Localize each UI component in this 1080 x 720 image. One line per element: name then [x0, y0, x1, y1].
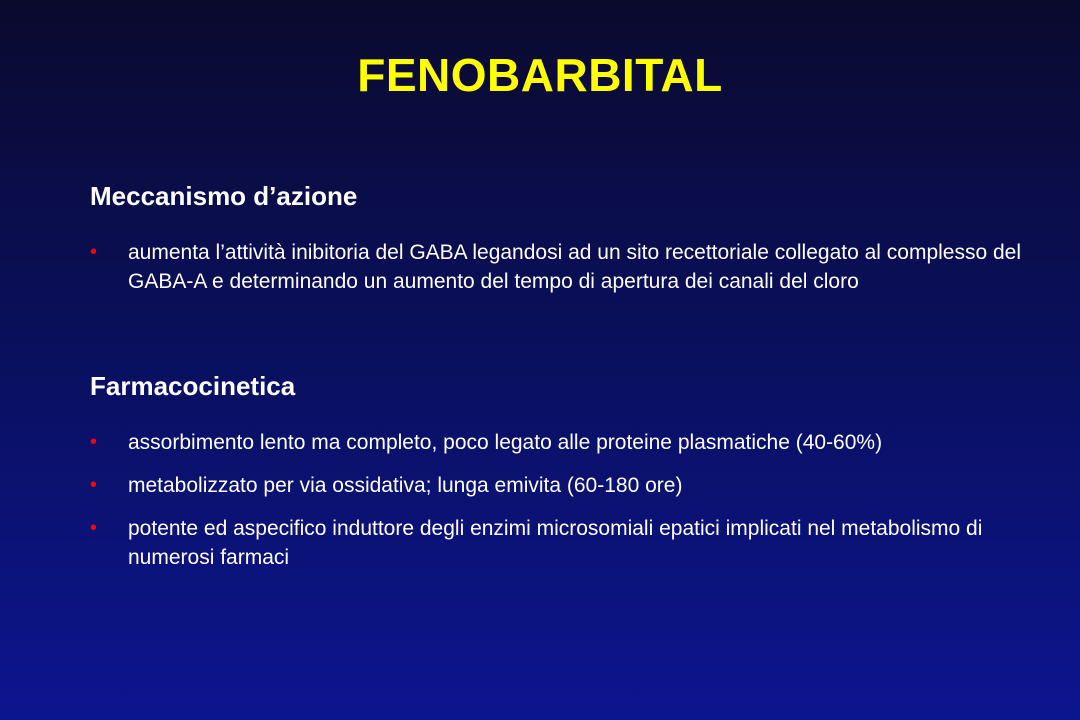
bullet-icon: • — [90, 431, 98, 453]
bullet-list-mechanism — [90, 238, 1030, 296]
bullet-item — [90, 428, 1030, 457]
slide-title: FENOBARBITAL — [357, 49, 723, 101]
bullet-icon: • — [90, 474, 98, 496]
section-heading-pharmacokinetics: Farmacocinetica — [90, 371, 296, 401]
bullet-icon: • — [90, 517, 98, 539]
bullet-list-pharmacokinetics — [90, 428, 1030, 572]
section-pharmacokinetics — [90, 370, 1030, 586]
bullet-item — [90, 238, 1030, 296]
bullet-item — [90, 471, 1030, 500]
bullet-icon: • — [90, 241, 98, 263]
section-mechanism — [90, 180, 1030, 296]
bullet-item — [90, 514, 1030, 572]
bullet-text: aumenta l’attività inibitoria del GABA legandosi ad un sito recettoriale collegato al complesso del GABA-A e determinando un aumento del tempo di apertura dei canali del cloro — [128, 241, 1022, 293]
bullet-text: metabolizzato per via ossidativa; lunga emivita (60-180 ore) — [128, 474, 683, 497]
bullet-text: assorbimento lento ma completo, poco legato alle proteine plasmatiche (40-60%) — [128, 431, 883, 454]
section-heading-mechanism: Meccanismo d’azione — [90, 181, 358, 211]
bullet-text: potente ed aspecifico induttore degli enzimi microsomiali epatici implicati nel metabolismo di numerosi farmaci — [128, 517, 983, 569]
